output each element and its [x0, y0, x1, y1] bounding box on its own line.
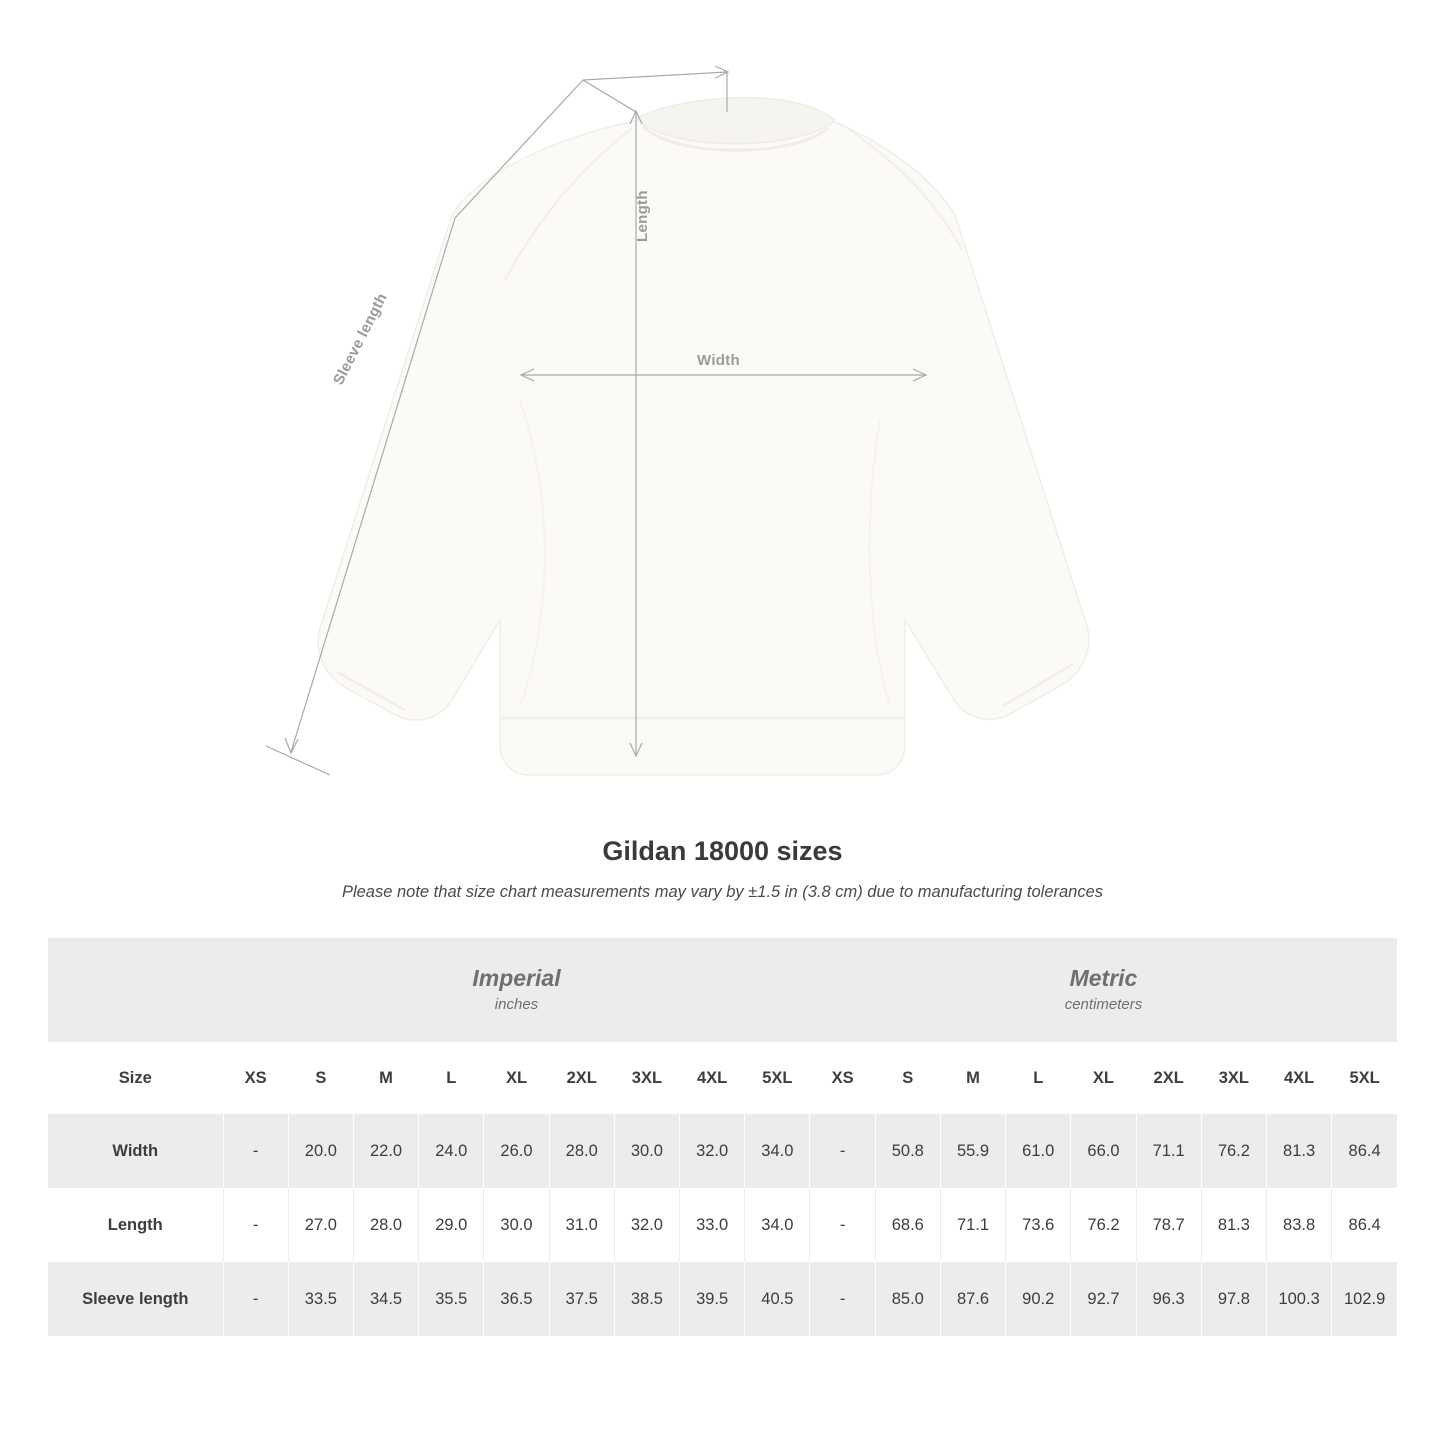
measurement-cell: - — [810, 1188, 875, 1262]
page-title: Gildan 18000 sizes — [602, 836, 843, 866]
measurement-note: Please note that size chart measurements may vary by ±1.5 in (3.8 cm) due to manufacturing tolerances — [341, 883, 1104, 901]
measurement-cell: 86.4 — [1332, 1114, 1397, 1188]
size-header-cell: M — [940, 1042, 1005, 1114]
size-header-cell: 4XL — [680, 1042, 745, 1114]
size-table-wrapper — [48, 938, 1397, 1336]
measurement-cell: - — [223, 1114, 288, 1188]
measurement-cell: 32.0 — [614, 1188, 679, 1262]
size-header-cell: 2XL — [549, 1042, 614, 1114]
measurement-cell: 24.0 — [419, 1114, 484, 1188]
measurement-cell: 34.0 — [745, 1188, 810, 1262]
measurement-cell: 40.5 — [745, 1262, 810, 1336]
measurement-cell: 97.8 — [1201, 1262, 1266, 1336]
size-header-cell: 3XL — [1201, 1042, 1266, 1114]
size-header-cell: XS — [223, 1042, 288, 1114]
size-header-row — [48, 1042, 1397, 1114]
measurement-cell: - — [223, 1188, 288, 1262]
metric-label: Metric — [1069, 965, 1138, 992]
unit-head-spacer — [48, 938, 223, 1042]
measurement-cell: 83.8 — [1267, 1188, 1332, 1262]
measurement-cell: 102.9 — [1332, 1262, 1397, 1336]
measurement-cell: 81.3 — [1201, 1188, 1266, 1262]
measurement-cell: 33.0 — [680, 1188, 745, 1262]
measurement-cell: 28.0 — [353, 1188, 418, 1262]
measurement-cell: 39.5 — [680, 1262, 745, 1336]
measurement-cell: 30.0 — [614, 1114, 679, 1188]
size-header-cell: 5XL — [1332, 1042, 1397, 1114]
size-header-cell: M — [353, 1042, 418, 1114]
measurement-cell: 92.7 — [1071, 1262, 1136, 1336]
measurement-cell: 66.0 — [1071, 1114, 1136, 1188]
size-header-cell: XL — [484, 1042, 549, 1114]
measurement-cell: - — [810, 1262, 875, 1336]
measurement-cell: 38.5 — [614, 1262, 679, 1336]
measurement-cell: 34.0 — [745, 1114, 810, 1188]
measurement-cell: 29.0 — [419, 1188, 484, 1262]
sleeve-length-dimension-label: Sleeve length — [330, 290, 391, 388]
measurement-cell: 27.0 — [288, 1188, 353, 1262]
size-table — [48, 938, 1397, 1336]
measurement-cell: 76.2 — [1071, 1188, 1136, 1262]
measurement-cell: 36.5 — [484, 1262, 549, 1336]
measurement-cell: 20.0 — [288, 1114, 353, 1188]
measurement-cell: 85.0 — [875, 1262, 940, 1336]
measurement-cell: 87.6 — [940, 1262, 1005, 1336]
unit-head-metric — [810, 938, 1397, 1042]
size-header-cell: L — [419, 1042, 484, 1114]
size-header-cell: 4XL — [1267, 1042, 1332, 1114]
measurement-cell: 33.5 — [288, 1262, 353, 1336]
measurement-cell: 50.8 — [875, 1114, 940, 1188]
measurement-cell: 78.7 — [1136, 1188, 1201, 1262]
row-label: Sleeve length — [48, 1262, 223, 1336]
measurement-cell: 96.3 — [1136, 1262, 1201, 1336]
width-dimension-label: Width — [697, 352, 741, 369]
measurement-cell: - — [810, 1114, 875, 1188]
size-header-cell: S — [875, 1042, 940, 1114]
measurement-cell: 30.0 — [484, 1188, 549, 1262]
size-header-cell: 5XL — [745, 1042, 810, 1114]
row-label: Width — [48, 1114, 223, 1188]
measurement-cell: 61.0 — [1006, 1114, 1071, 1188]
metric-sublabel: centimeters — [1064, 996, 1143, 1014]
imperial-sublabel: inches — [494, 996, 539, 1014]
table-row — [48, 1114, 1397, 1188]
measurement-cell: 37.5 — [549, 1262, 614, 1336]
size-header-cell: XS — [810, 1042, 875, 1114]
size-header-cell: L — [1006, 1042, 1071, 1114]
table-row — [48, 1262, 1397, 1336]
measurement-cell: 31.0 — [549, 1188, 614, 1262]
measurement-cell: 34.5 — [353, 1262, 418, 1336]
size-header-cell: 3XL — [614, 1042, 679, 1114]
title-block — [0, 836, 1445, 902]
measurement-cell: 81.3 — [1267, 1114, 1332, 1188]
measurement-cell: 35.5 — [419, 1262, 484, 1336]
measurement-cell: 55.9 — [940, 1114, 1005, 1188]
imperial-label: Imperial — [472, 965, 561, 992]
measurement-cell: - — [223, 1262, 288, 1336]
length-dimension-label: Length — [634, 190, 651, 242]
size-header-cell: 2XL — [1136, 1042, 1201, 1114]
unit-head-imperial — [223, 938, 810, 1042]
sweatshirt-shape — [318, 98, 1089, 775]
measurement-cell: 71.1 — [1136, 1114, 1201, 1188]
measurement-cell: 73.6 — [1006, 1188, 1071, 1262]
size-header-label: Size — [48, 1042, 223, 1114]
row-label: Length — [48, 1188, 223, 1262]
table-row — [48, 1188, 1397, 1262]
measurement-cell: 22.0 — [353, 1114, 418, 1188]
measurement-cell: 90.2 — [1006, 1262, 1071, 1336]
measurement-cell: 76.2 — [1201, 1114, 1266, 1188]
size-header-cell: XL — [1071, 1042, 1136, 1114]
measurement-cell: 26.0 — [484, 1114, 549, 1188]
measurement-cell: 68.6 — [875, 1188, 940, 1262]
measurement-cell: 86.4 — [1332, 1188, 1397, 1262]
measurement-cell: 32.0 — [680, 1114, 745, 1188]
size-header-cell: S — [288, 1042, 353, 1114]
unit-group-row — [48, 938, 1397, 1042]
measurement-cell: 100.3 — [1267, 1262, 1332, 1336]
measurement-cell: 28.0 — [549, 1114, 614, 1188]
measurement-cell: 71.1 — [940, 1188, 1005, 1262]
